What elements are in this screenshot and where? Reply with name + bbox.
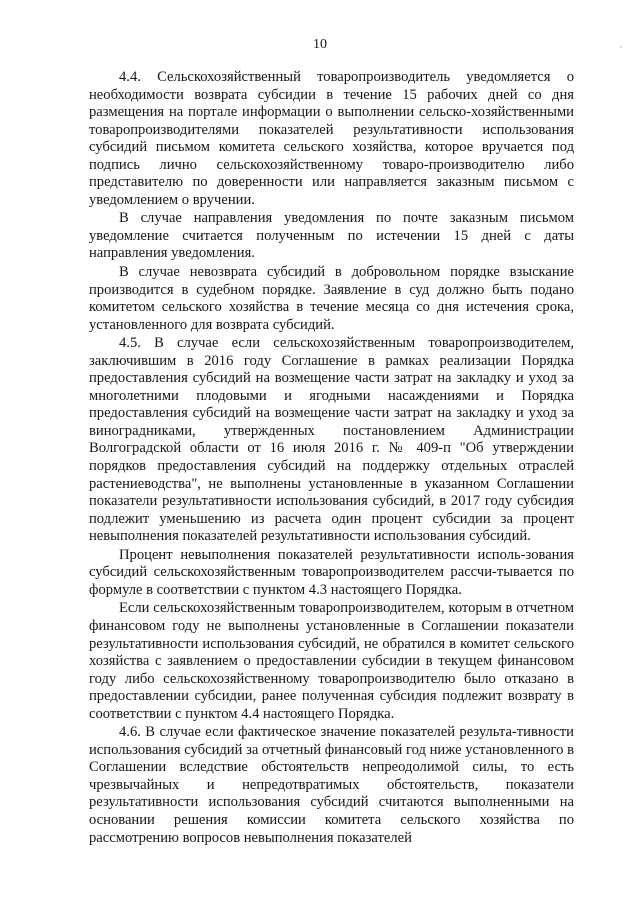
page-number: 10: [313, 37, 327, 52]
document-body: [89, 69, 574, 847]
scan-edge-mark: ': [620, 44, 622, 56]
paragraph-non-return: В случае невозврата субсидий в добровольном порядке взыскание производится в судебном порядке. Заявление в суд должно быть подано комитетом сельского хозяйства в течение месяца со дня истечения срока, установленного для возврата субсидий.: [89, 264, 574, 333]
paragraph-4-5: 4.5. В случае если сельскохозяйственным товаропроизводителем, заключившим в 2016 году Соглашение в рамках реализации Порядка предоставления субсидий на возмещение части затрат на закладку и уход за многолетними плодовыми и ягодными насаждениями и Порядка предоставления субсидий на возмещение части затрат на закладку и уход за виноградниками, утвержденных постановлением Администрации Волгоградской области от 16 июля 2016 г. № 409-п "Об утверждении порядков предоставления субсидий на поддержку отдельных отраслей растениеводства", не выполнены установленные в указанном Соглашении показатели результативности использования субсидий, в 2017 году субсидия подлежит уменьшению из расчета один процент субсидии за процент невыполнения показателей результативности использования субсидий.: [89, 335, 574, 545]
paragraph-percent-calculation: Процент невыполнения показателей результативности исполь-зования субсидий сельскохозяйственным товаропроизводителем рассчи-тывается по формуле в соответствии с пунктом 4.3 настоящего Порядка.: [89, 546, 574, 598]
paragraph-4-4: 4.4. Сельскохозяйственный товаропроизводитель уведомляется о необходимости возврата субсидии в течение 15 рабочих дней со дня размещения на портале информации о выполнении сельско-хозяйственными товаропроизводителями показателей результативности использования субсидий письмом комитета сельского хозяйства, которое вручается под подпись лично сельскохозяйственному товаро-производителю либо представителю по доверенности или направляется заказным письмом с уведомлением о вручении.: [89, 69, 574, 208]
paragraph-4-6: 4.6. В случае если фактическое значение показателей результа-тивности использования субсидий за отчетный финансовый год ниже установленного в Соглашении вследствие обстоятельств непреодолимой силы, то есть чрезвычайных и непредотвратимых обстоятельств, показатели результативности использования субсидий считаются выполненными на основании решения комиссии комитета сельского хозяйства по рассмотрению вопросов невыполнения показателей: [89, 724, 574, 846]
paragraph-no-application: Если сельскохозяйственным товаропроизводителем, которым в отчетном финансовом году не выполнены установленные в Соглашении показатели результативности использования субсидий, не обратился в комитет сельского хозяйства с заявлением о предоставлении субсидии в текущем финансовом году либо сельскохозяйственному товаропроизводителю было отказано в предоставлении субсидии, ранее полученная субсидия подлежит возврату в соответствии с пунктом 4.4 настоящего Порядка.: [89, 600, 574, 722]
paragraph-notice-by-mail: В случае направления уведомления по почте заказным письмом уведомление считается полученным по истечении 15 дней с даты направления уведомления.: [89, 210, 574, 262]
